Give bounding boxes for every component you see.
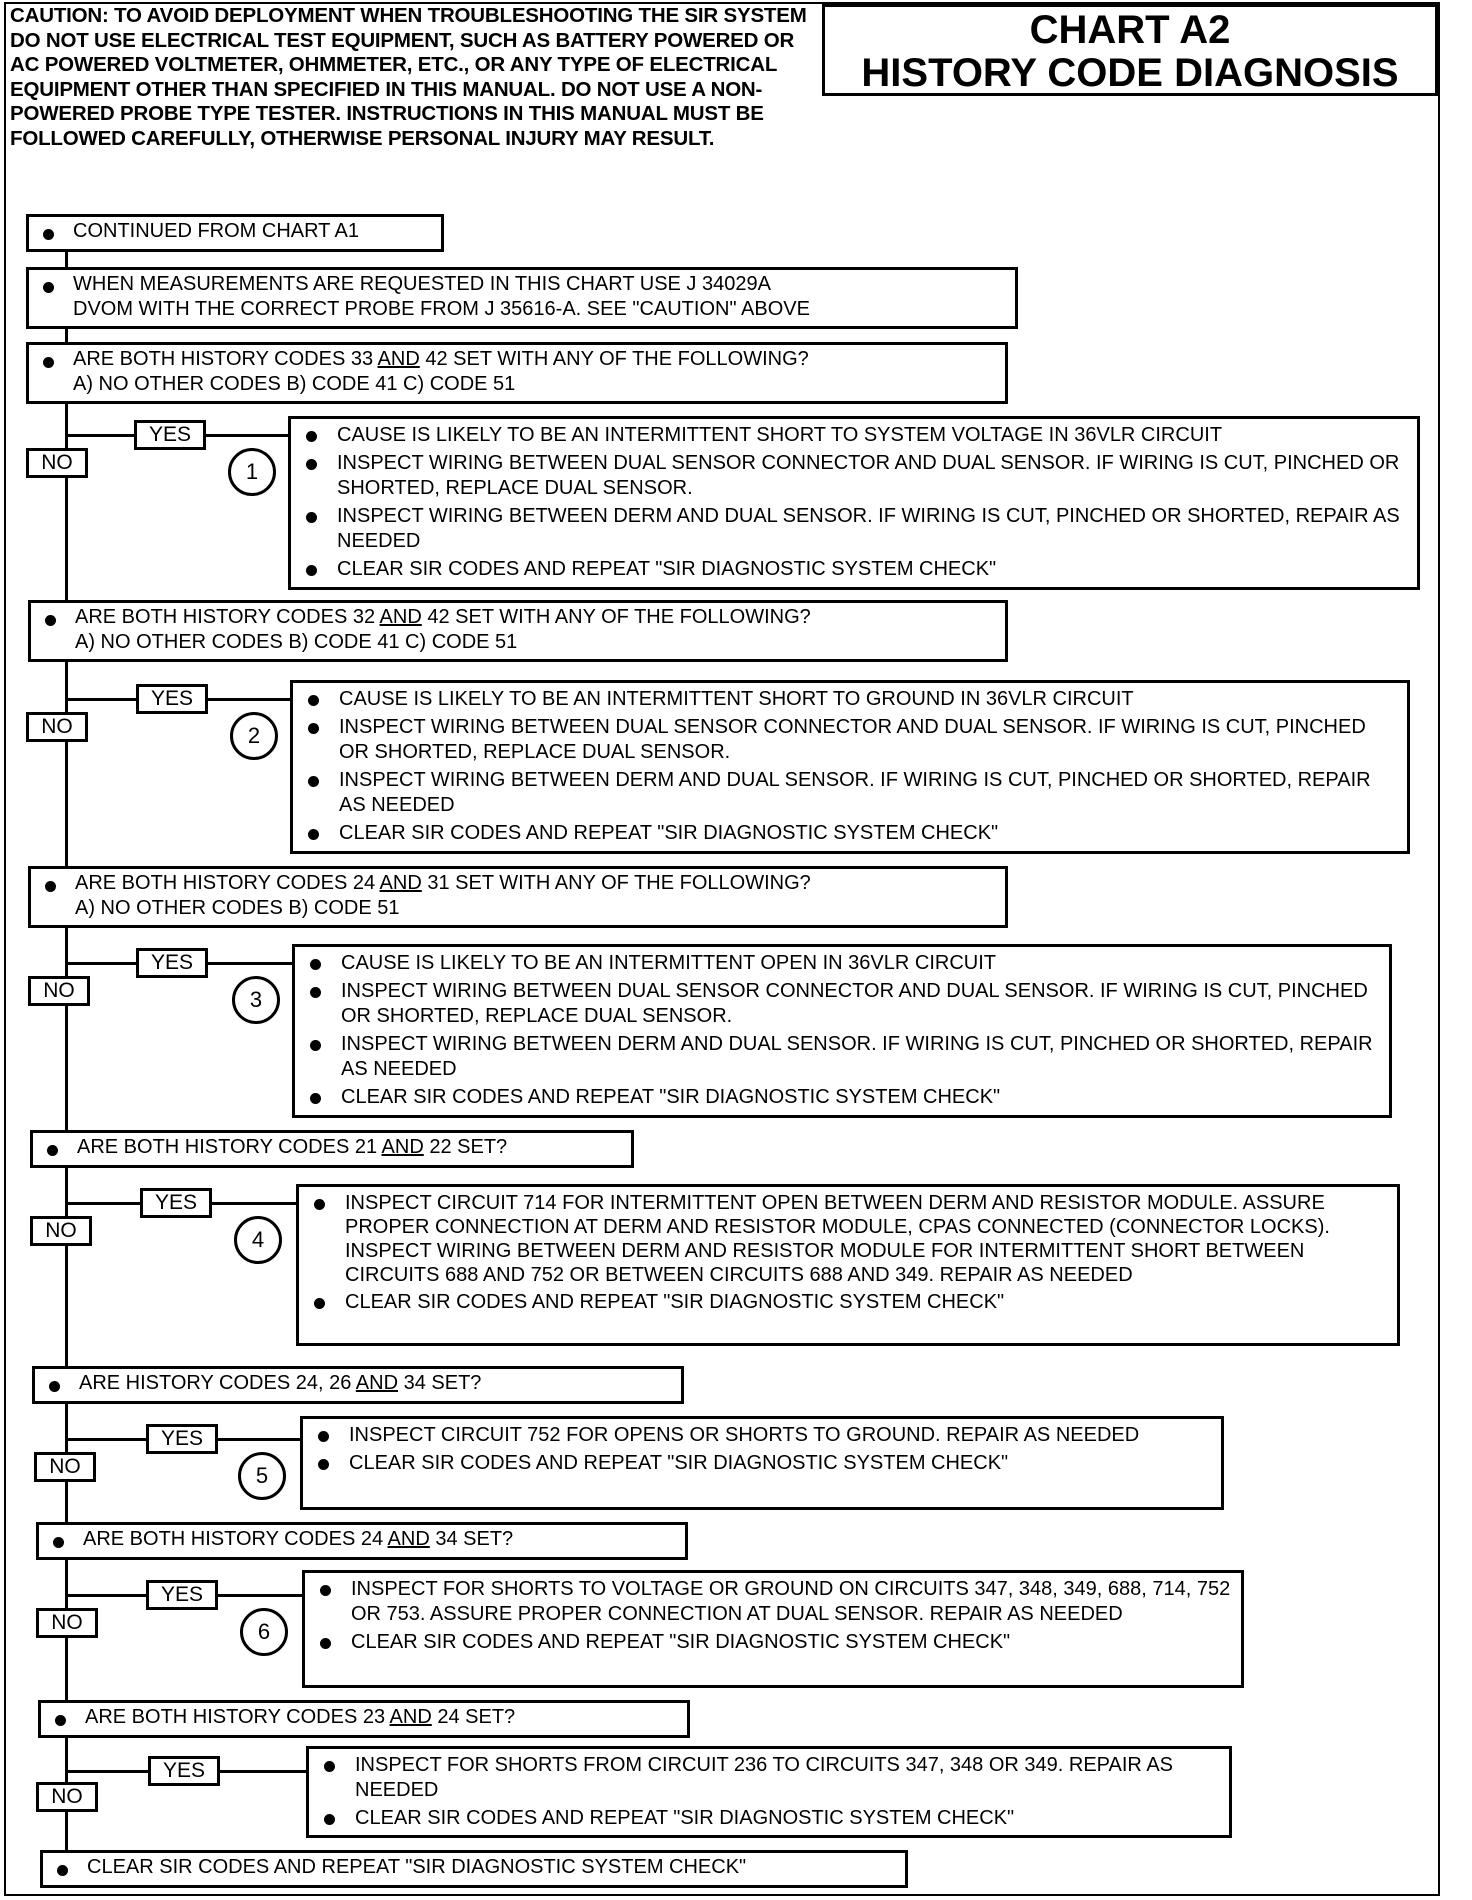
measurement-line-1: WHEN MEASUREMENTS ARE REQUESTED IN THIS CHART USE J 34029A — [73, 273, 771, 295]
action-box — [306, 1746, 1232, 1838]
action-item: INSPECT WIRING BETWEEN DUAL SENSOR CONNECTOR AND DUAL SENSOR. IF WIRING IS CUT, PINCHED OR SHORTED, REPLACE DUAL SENSOR. — [339, 715, 1397, 765]
step-number: 1 — [228, 448, 276, 496]
action-box — [288, 416, 1420, 590]
action-box — [290, 680, 1410, 854]
question-line-2: A) NO OTHER CODES B) CODE 51 — [75, 897, 400, 919]
action-box — [302, 1570, 1244, 1688]
action-item: INSPECT WIRING BETWEEN DUAL SENSOR CONNECTOR AND DUAL SENSOR. IF WIRING IS CUT, PINCHED OR SHORTED, REPLACE DUAL SENSOR. — [341, 979, 1379, 1029]
yes-connector — [65, 1770, 149, 1773]
question-pre: ARE BOTH HISTORY CODES 24 — [83, 1528, 388, 1550]
yes-connector — [65, 962, 137, 965]
question-box — [38, 1700, 690, 1738]
action-item: CLEAR SIR CODES AND REPEAT "SIR DIAGNOSTIC SYSTEM CHECK" — [337, 557, 1407, 582]
bullet-icon — [49, 1381, 60, 1392]
action-item: CLEAR SIR CODES AND REPEAT "SIR DIAGNOSTIC SYSTEM CHECK" — [339, 821, 1397, 846]
question-pre: ARE BOTH HISTORY CODES 33 — [73, 348, 378, 370]
yes-connector — [208, 962, 294, 965]
bullet-icon — [45, 881, 56, 892]
yes-connector — [218, 1594, 304, 1597]
question-pre: ARE BOTH HISTORY CODES 32 — [75, 606, 380, 628]
yes-label: YES — [134, 420, 206, 450]
question-line-1 — [79, 1371, 671, 1396]
yes-connector — [65, 698, 137, 701]
no-label: NO — [30, 1216, 92, 1246]
question-line-1 — [73, 347, 995, 372]
start-text: CONTINUED FROM CHART A1 — [73, 220, 359, 242]
yes-label: YES — [136, 684, 208, 714]
no-label: NO — [26, 448, 88, 478]
action-item: INSPECT WIRING BETWEEN DERM AND DUAL SENSOR. IF WIRING IS CUT, PINCHED OR SHORTED, REPAIR AS NEEDED — [337, 504, 1407, 554]
bullet-icon — [57, 1865, 68, 1876]
action-box — [292, 944, 1392, 1118]
bullet-icon — [53, 1537, 64, 1548]
question-pre: ARE HISTORY CODES 24, 26 — [79, 1372, 356, 1394]
bullet-icon — [47, 1145, 58, 1156]
action-item: CLEAR SIR CODES AND REPEAT "SIR DIAGNOSTIC SYSTEM CHECK" — [345, 1290, 1387, 1315]
yes-connector — [206, 434, 290, 437]
final-text: CLEAR SIR CODES AND REPEAT "SIR DIAGNOSTIC SYSTEM CHECK" — [87, 1856, 747, 1878]
action-item: CAUSE IS LIKELY TO BE AN INTERMITTENT SHORT TO GROUND IN 36VLR CIRCUIT — [339, 687, 1397, 712]
question-post: 42 SET WITH ANY OF THE FOLLOWING? — [421, 606, 811, 628]
no-label: NO — [26, 712, 88, 742]
action-item: CLEAR SIR CODES AND REPEAT "SIR DIAGNOSTIC SYSTEM CHECK" — [349, 1451, 1211, 1476]
yes-label: YES — [140, 1188, 212, 1218]
caution-text: CAUTION: TO AVOID DEPLOYMENT WHEN TROUBLESHOOTING THE SIR SYSTEM DO NOT USE ELECTRICAL TEST EQUIPMENT, SUCH AS BATTERY POWERED OR AC POWERED VOLTMETER, OHMMETER, ETC., OR ANY TYPE OF ELECTRICAL EQUIPMENT OTHER THAN SPECIFIED IN THIS MANUAL. DO NOT USE A NON-POWERED PROBE TYPE TESTER. INSTRUCTIONS IN THIS MANUAL MUST BE FOLLOWED CAREFULLY, OTHERWISE PERSONAL INJURY MAY RESULT. — [10, 4, 807, 150]
question-line-1 — [83, 1527, 675, 1552]
action-item: INSPECT WIRING BETWEEN DERM AND DUAL SENSOR. IF WIRING IS CUT, PINCHED OR SHORTED, REPAIR AS NEEDED — [341, 1032, 1379, 1082]
action-item: INSPECT CIRCUIT 752 FOR OPENS OR SHORTS TO GROUND. REPAIR AS NEEDED — [349, 1423, 1211, 1448]
action-item: INSPECT CIRCUIT 714 FOR INTERMITTENT OPEN BETWEEN DERM AND RESISTOR MODULE. ASSURE PROPER CONNECTION AT DERM AND RESISTOR MODULE, CPAS CONNECTED (CONNECTOR LOCKS). INSPECT WIRING BETWEEN DERM AND RESISTOR MODULE FOR INTERMITTENT SHORT BETWEEN CIRCUITS 688 AND 752 OR BETWEEN CIRCUITS 688 AND 349. REPAIR AS NEEDED — [345, 1191, 1387, 1287]
yes-connector — [65, 1594, 147, 1597]
question-post: 34 SET? — [429, 1528, 514, 1550]
step-number: 4 — [234, 1216, 282, 1264]
action-item: CLEAR SIR CODES AND REPEAT "SIR DIAGNOSTIC SYSTEM CHECK" — [341, 1085, 1379, 1110]
question-box — [28, 866, 1008, 928]
question-post: 31 SET WITH ANY OF THE FOLLOWING? — [421, 872, 811, 894]
chart-title — [822, 4, 1438, 96]
action-box — [296, 1184, 1400, 1346]
question-line-1 — [85, 1705, 677, 1730]
no-label: NO — [36, 1782, 98, 1812]
action-item: INSPECT WIRING BETWEEN DUAL SENSOR CONNECTOR AND DUAL SENSOR. IF WIRING IS CUT, PINCHED OR SHORTED, REPLACE DUAL SENSOR. — [337, 451, 1407, 501]
question-line-1 — [75, 605, 995, 630]
start-box — [26, 214, 444, 252]
step-number: 5 — [238, 1452, 286, 1500]
bullet-icon — [43, 229, 54, 240]
question-line-2: A) NO OTHER CODES B) CODE 41 C) CODE 51 — [75, 631, 518, 653]
yes-connector — [212, 1202, 298, 1205]
action-item: CLEAR SIR CODES AND REPEAT "SIR DIAGNOSTIC SYSTEM CHECK" — [355, 1806, 1219, 1831]
question-line-1 — [75, 871, 995, 896]
action-item: CLEAR SIR CODES AND REPEAT "SIR DIAGNOSTIC SYSTEM CHECK" — [351, 1630, 1231, 1655]
action-item: CAUSE IS LIKELY TO BE AN INTERMITTENT SHORT TO SYSTEM VOLTAGE IN 36VLR CIRCUIT — [337, 423, 1407, 448]
no-label: NO — [34, 1452, 96, 1482]
action-item: INSPECT FOR SHORTS FROM CIRCUIT 236 TO CIRCUITS 347, 348 OR 349. REPAIR AS NEEDED — [355, 1753, 1219, 1803]
bullet-icon — [43, 357, 54, 368]
question-box — [32, 1366, 684, 1404]
yes-label: YES — [146, 1580, 218, 1610]
bullet-icon — [45, 615, 56, 626]
action-item: INSPECT FOR SHORTS TO VOLTAGE OR GROUND ON CIRCUITS 347, 348, 349, 688, 714, 752 OR 753. ASSURE PROPER CONNECTION AT DUAL SENSOR. REPAIR AS NEEDED — [351, 1578, 1231, 1625]
question-and: AND — [379, 872, 422, 894]
question-post: 24 SET? — [431, 1706, 516, 1728]
step-number: 3 — [232, 976, 280, 1024]
question-and: AND — [355, 1372, 399, 1394]
question-and: AND — [381, 1136, 424, 1158]
final-box — [40, 1850, 908, 1888]
step-number: 2 — [230, 712, 278, 760]
action-box — [300, 1416, 1224, 1510]
question-box — [36, 1522, 688, 1560]
question-line-1 — [77, 1135, 621, 1160]
measurement-line-2: DVOM WITH THE CORRECT PROBE FROM J 35616-A. SEE "CAUTION" ABOVE — [73, 298, 810, 320]
no-label: NO — [28, 976, 90, 1006]
bullet-icon — [43, 282, 54, 293]
yes-connector — [208, 698, 292, 701]
yes-label: YES — [148, 1756, 220, 1786]
question-post: 42 SET WITH ANY OF THE FOLLOWING? — [419, 348, 809, 370]
question-pre: ARE BOTH HISTORY CODES 23 — [85, 1706, 390, 1728]
yes-label: YES — [146, 1424, 218, 1454]
question-and: AND — [389, 1706, 432, 1728]
question-post: 34 SET? — [398, 1372, 482, 1394]
question-box — [26, 342, 1008, 404]
no-label: NO — [36, 1608, 98, 1638]
measurement-box — [26, 267, 1018, 329]
yes-label: YES — [136, 948, 208, 978]
question-box — [28, 600, 1008, 662]
chart-title-line1: CHART A2 — [1029, 8, 1231, 52]
yes-connector — [65, 434, 137, 437]
question-and: AND — [379, 606, 422, 628]
question-box — [30, 1130, 634, 1168]
yes-connector — [65, 1438, 147, 1441]
yes-connector — [220, 1770, 308, 1773]
question-post: 22 SET? — [423, 1136, 508, 1158]
chart-title-line2: HISTORY CODE DIAGNOSIS — [861, 51, 1399, 95]
question-and: AND — [377, 348, 420, 370]
action-item: CAUSE IS LIKELY TO BE AN INTERMITTENT OPEN IN 36VLR CIRCUIT — [341, 951, 1379, 976]
question-pre: ARE BOTH HISTORY CODES 24 — [75, 872, 380, 894]
yes-connector — [65, 1202, 141, 1205]
question-pre: ARE BOTH HISTORY CODES 21 — [77, 1136, 382, 1158]
question-line-2: A) NO OTHER CODES B) CODE 41 C) CODE 51 — [73, 373, 516, 395]
action-item: INSPECT WIRING BETWEEN DERM AND DUAL SENSOR. IF WIRING IS CUT, PINCHED OR SHORTED, REPAIR AS NEEDED — [339, 768, 1397, 818]
step-number: 6 — [240, 1608, 288, 1656]
yes-connector — [218, 1438, 304, 1441]
bullet-icon — [55, 1715, 66, 1726]
question-and: AND — [387, 1528, 430, 1550]
